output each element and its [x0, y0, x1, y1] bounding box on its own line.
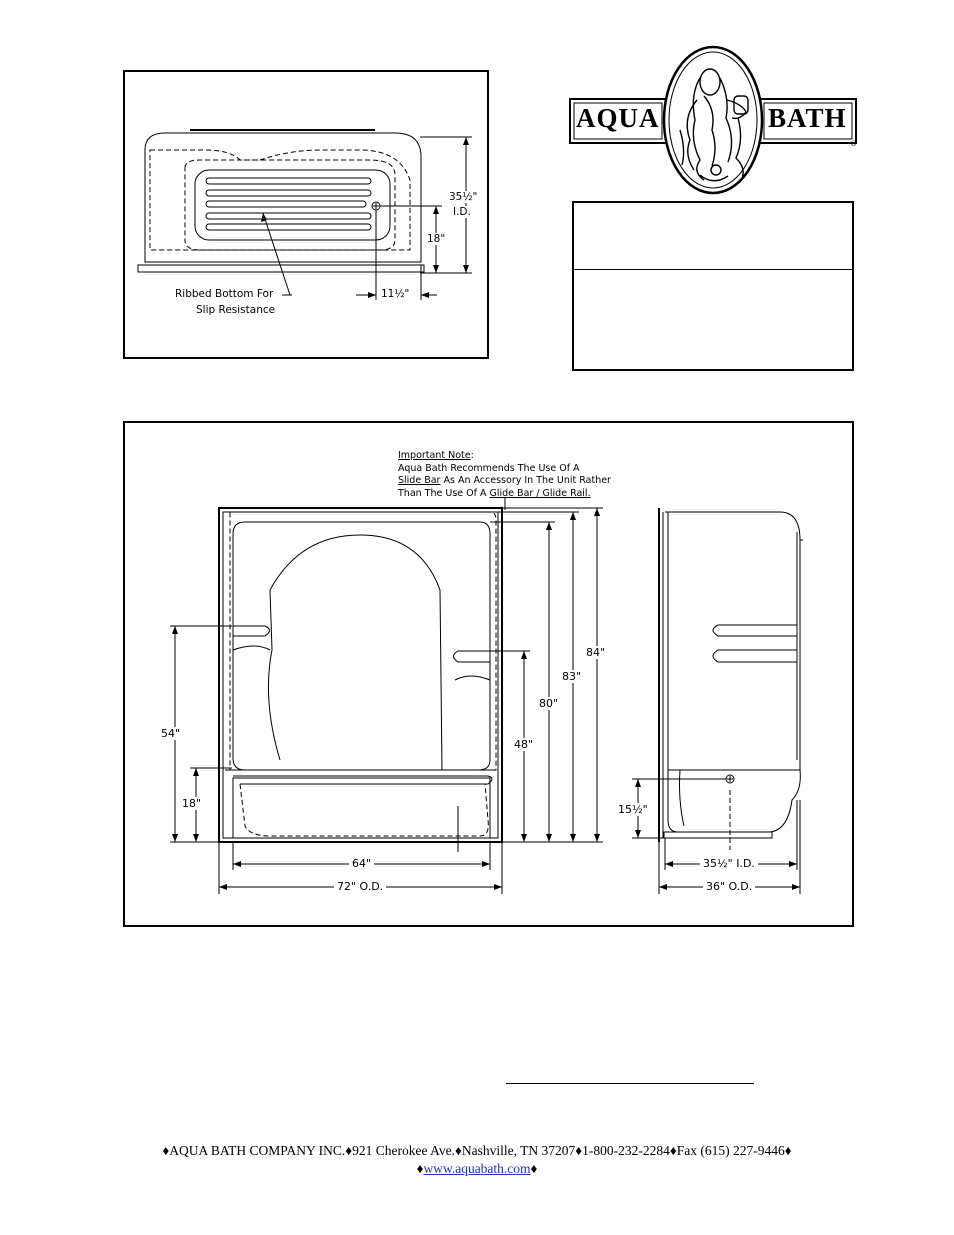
top-view-dim-drain-height: 18" — [427, 233, 446, 245]
footer-diamond-left: ♦ — [416, 1161, 424, 1176]
footer-website-link[interactable]: www.aquabath.com — [423, 1161, 531, 1176]
side-view-ledge-2 — [713, 650, 797, 662]
dim-54: 54" — [161, 727, 181, 740]
note-line-3: Than The Use Of A — [398, 487, 490, 499]
svg-text:®: ® — [850, 140, 857, 148]
top-view-dim-height-suffix: I.D. — [453, 206, 471, 218]
top-view-dim-height: 35½" — [449, 191, 478, 203]
top-view-ribbed-label-1: Ribbed Bottom For — [175, 288, 274, 300]
side-dim-36-od: 36" O.D. — [703, 880, 755, 893]
footer-company-line: ♦AQUA BATH COMPANY INC.♦921 Cherokee Ave.♦Nashville, TN 37207♦1-800-232-2284♦Fax (615) 227-9446♦ — [162, 1143, 792, 1158]
note-heading: Important Note — [398, 450, 471, 461]
logo-left-word: AQUA — [576, 103, 660, 133]
side-dim-35-half-id: 35½" I.D. — [700, 857, 758, 870]
dim-84: 84" — [586, 646, 606, 659]
side-view-ledge-1 — [713, 625, 797, 636]
logo-right-word: BATH — [768, 103, 847, 133]
note-glide-bar: Glide Bar / Glide Rail. — [489, 487, 591, 499]
dim-48: 48" — [514, 738, 534, 751]
note-slide-bar: Slide Bar — [398, 475, 441, 486]
dim-83: 83" — [562, 670, 582, 683]
dim-18: 18" — [182, 797, 202, 810]
signature-line — [506, 1083, 754, 1084]
note-line-1: Aqua Bath Recommends The Use Of A — [398, 462, 580, 474]
dim-64: 64" — [349, 857, 374, 870]
side-view-outline — [665, 512, 800, 832]
dim-72-od: 72" O.D. — [334, 880, 386, 893]
note-line-2: As An Accessory In The Unit Rather — [440, 475, 611, 486]
footer-diamond-right: ♦ — [530, 1161, 538, 1176]
footer-website-line — [0, 1161, 954, 1177]
top-view-ribbed-label-2: Slip Resistance — [196, 304, 276, 316]
dim-80: 80" — [539, 697, 559, 710]
side-dim-15-half: 15½" — [618, 803, 648, 816]
top-view-dim-drain-offset: 11½" — [381, 288, 410, 300]
important-note: Important Note: Aqua Bath Recommends The Use Of A Slide Bar As An Accessory In The Unit Rather Than The Use Of A Glide Bar / Glide Rail. — [398, 450, 638, 500]
